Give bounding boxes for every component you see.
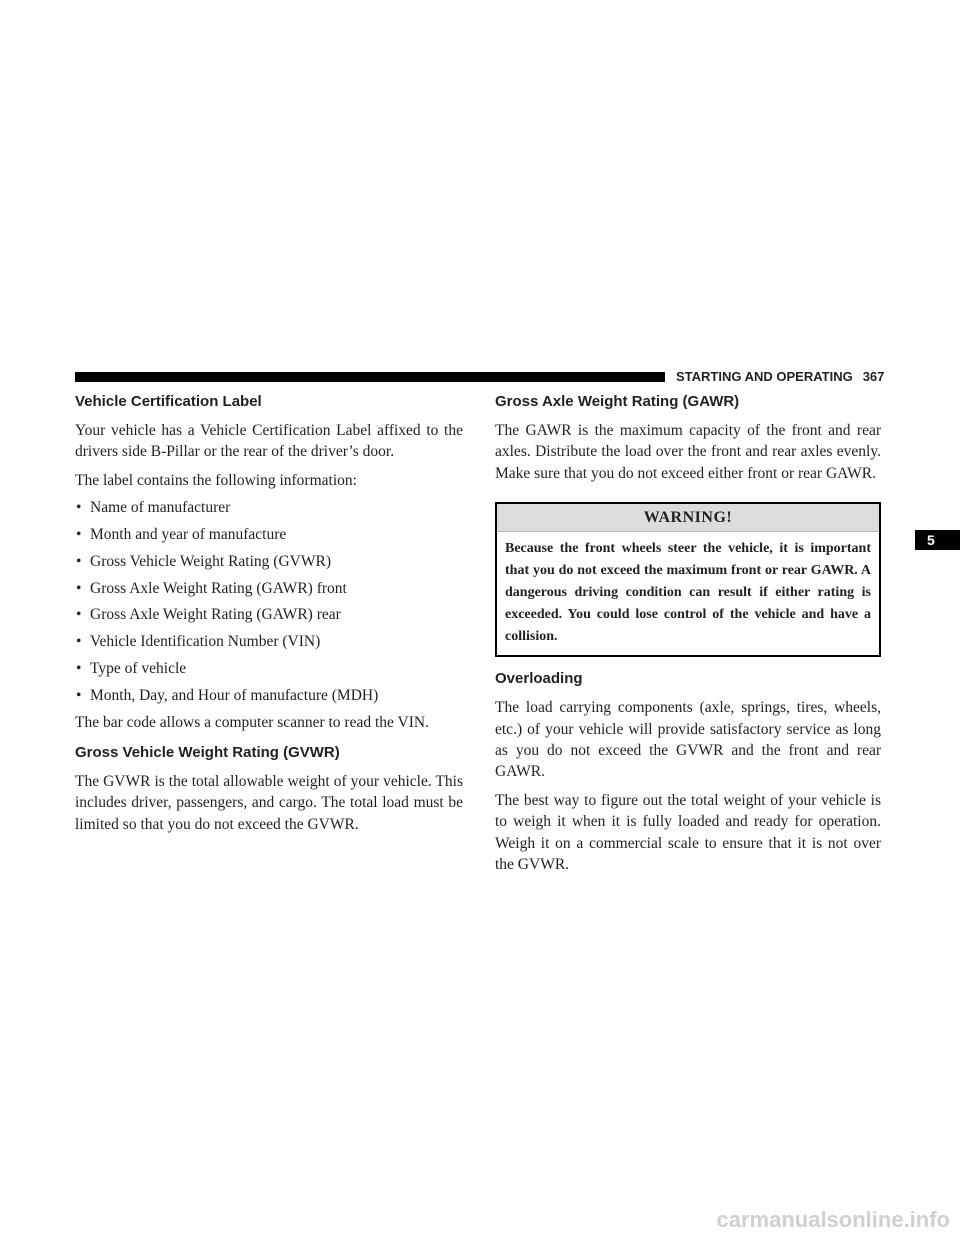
left-column [75, 392, 463, 835]
list-item: • Gross Vehicle Weight Rating (GVWR) [76, 552, 331, 570]
heading-vehicle-certification-label: Vehicle Certification Label [75, 393, 262, 410]
bullet-icon: • [76, 526, 82, 544]
paragraph: The load carrying components (axle, springs, tires, wheels, etc.) of your vehicle will provide satisfactory service as long as you do not exceed the GVWR and the front and rear GAWR. [495, 699, 881, 781]
list-item: • Month, Day, and Hour of manufacture (MDH) [76, 686, 379, 704]
chapter-tab: 5 [915, 530, 960, 550]
bullet-icon: • [76, 686, 82, 704]
paragraph: The GVWR is the total allowable weight of your vehicle. This includes driver, passengers, and cargo. The total load must be limited so that you do not exceed the GVWR. [75, 773, 463, 833]
running-header [676, 367, 896, 387]
heading-gawr: Gross Axle Weight Rating (GAWR) [495, 393, 740, 410]
list-item: • Month and year of manufacture [76, 526, 287, 544]
list-item: • Vehicle Identification Number (VIN) [76, 633, 321, 651]
paragraph: The best way to figure out the total weight of your vehicle is to weigh it when it is fully loaded and ready for operation. Weigh it on a commercial scale to ensure that it is not over the GVWR. [495, 791, 881, 874]
bullet-icon: • [76, 552, 82, 570]
page-number: 367 [862, 369, 885, 384]
heading-gvwr: Gross Vehicle Weight Rating (GVWR) [75, 744, 340, 761]
bullet-icon: • [76, 660, 82, 677]
paragraph: The GAWR is the maximum capacity of the front and rear axles. Distribute the load over the front and rear axles evenly. Make sure that you do not exceed either front or rear GAWR. [495, 422, 881, 482]
list-item: • Gross Axle Weight Rating (GAWR) rear [76, 606, 341, 624]
bullet-icon: • [76, 499, 82, 517]
info-bullet-list [75, 497, 463, 706]
header-rule [75, 372, 665, 382]
paragraph: The bar code allows a computer scanner to read the VIN. [75, 713, 429, 731]
paragraph: The label contains the following information: [75, 471, 357, 489]
right-column [495, 392, 881, 875]
watermark: carmanualsonline.info [716, 1207, 950, 1232]
warning-title: WARNING! [497, 504, 879, 532]
heading-overloading: Overloading [495, 670, 583, 688]
bullet-icon: • [76, 633, 82, 651]
warning-text: Because the front wheels steer the vehicle, it is important that you do not exceed the maximum front or rear GAWR. A dangerous driving condition can result if either rating is exceeded. You could lose control of the vehicle and have a collision. [505, 541, 871, 645]
warning-box [495, 502, 881, 657]
list-item: • Name of manufacturer [76, 499, 231, 517]
bullet-icon: • [76, 606, 82, 624]
bullet-icon: • [76, 579, 82, 597]
paragraph: Your vehicle has a Vehicle Certification Label affixed to the drivers side B-Pillar or the rear of the driver’s door. [75, 422, 463, 461]
section-title: STARTING AND OPERATING [676, 369, 853, 384]
list-item: • Type of vehicle [76, 660, 187, 677]
list-item: • Gross Axle Weight Rating (GAWR) front [76, 579, 347, 597]
